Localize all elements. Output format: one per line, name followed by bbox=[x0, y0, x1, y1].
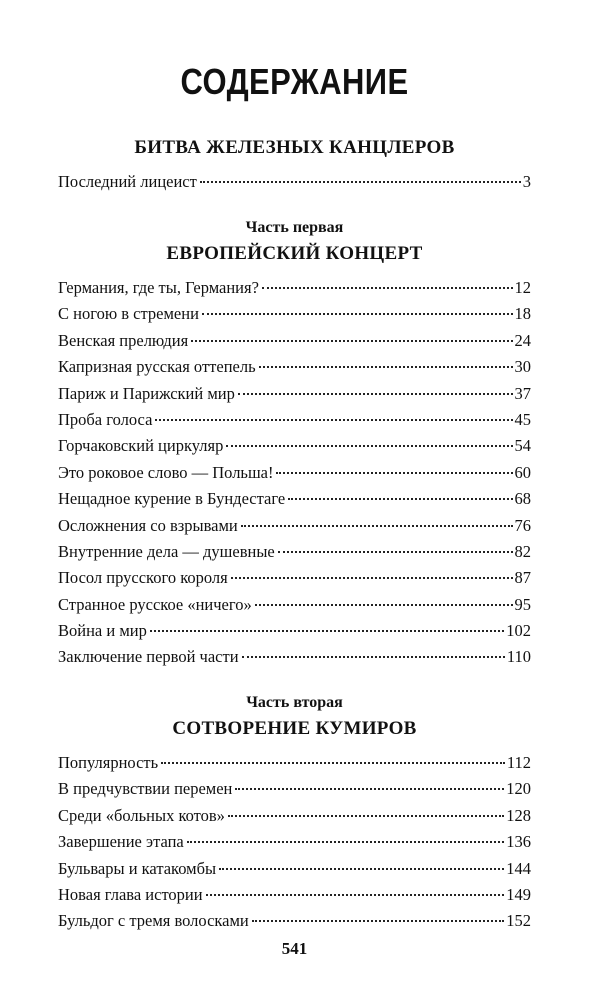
dot-leader bbox=[228, 814, 504, 817]
toc-entry bbox=[58, 354, 531, 380]
toc-entry-page: 54 bbox=[514, 436, 531, 456]
dot-leader bbox=[226, 444, 512, 447]
toc-entry bbox=[58, 328, 531, 354]
toc-entry-title: Среди «больных котов» bbox=[58, 805, 225, 825]
toc-entry bbox=[58, 275, 531, 301]
toc-entry bbox=[58, 513, 531, 539]
toc-entry-title: Германия, где ты, Германия? bbox=[58, 278, 259, 297]
toc-entry bbox=[58, 539, 531, 565]
toc-entry-page: 60 bbox=[514, 462, 531, 482]
toc-entry bbox=[58, 486, 531, 512]
toc-entry-title: Новая глава истории bbox=[58, 884, 203, 904]
dot-leader bbox=[187, 840, 505, 843]
toc-entry-page: 76 bbox=[514, 515, 531, 535]
dot-leader bbox=[155, 418, 512, 421]
toc-entry-title: Заключение первой части bbox=[58, 647, 239, 667]
toc-entry-title: Это роковое слово — Польша! bbox=[58, 462, 274, 482]
toc-entry bbox=[58, 908, 531, 934]
toc-entry-page: 3 bbox=[522, 172, 531, 191]
dot-leader bbox=[202, 312, 513, 315]
toc-entry bbox=[58, 882, 531, 908]
toc-entry-title: Нещадное курение в Бундестаге bbox=[58, 489, 286, 509]
toc-entry-page: 87 bbox=[514, 568, 531, 588]
toc-entry-page: 110 bbox=[506, 647, 531, 667]
toc-entry-title: Венская прелюдия bbox=[58, 330, 189, 350]
toc-entry-page: 30 bbox=[514, 357, 531, 377]
dot-leader bbox=[276, 471, 512, 474]
book-heading: БИТВА ЖЕЛЕЗНЫХ КАНЦЛЕРОВ bbox=[134, 137, 455, 158]
dot-leader bbox=[231, 576, 513, 579]
toc-entry-page: 144 bbox=[506, 858, 531, 878]
toc-entry-page: 128 bbox=[506, 805, 531, 825]
dot-leader bbox=[161, 761, 505, 764]
dot-leader bbox=[262, 286, 513, 289]
toc-entry-title: Париж и Парижский мир bbox=[58, 383, 235, 403]
part1-label: Часть первая bbox=[245, 219, 344, 236]
dot-leader bbox=[238, 392, 513, 395]
toc-entry-title: Завершение этапа bbox=[58, 832, 184, 852]
toc-entry-title: Посол прусского короля bbox=[58, 568, 228, 588]
toc-entry bbox=[58, 856, 531, 882]
toc-entry bbox=[58, 170, 531, 194]
dot-leader bbox=[259, 365, 513, 368]
dot-leader bbox=[150, 629, 504, 632]
part1-heading: ЕВРОПЕЙСКИЙ КОНЦЕРТ bbox=[166, 243, 423, 264]
part2-heading: СОТВОРЕНИЕ КУМИРОВ bbox=[172, 718, 417, 739]
dot-leader bbox=[242, 655, 505, 658]
toc-entry bbox=[58, 644, 531, 670]
toc-entry-page: 82 bbox=[514, 541, 531, 561]
toc-entry-page: 24 bbox=[514, 330, 531, 350]
toc-entry bbox=[58, 776, 531, 802]
toc-entry-page: 136 bbox=[506, 832, 531, 852]
toc-entry-title: Бульвары и катакомбы bbox=[58, 858, 217, 878]
toc-entry-page: 18 bbox=[514, 304, 531, 324]
toc-entry-page: 45 bbox=[514, 409, 531, 429]
toc-entry-title: Проба голоса bbox=[58, 409, 153, 429]
toc-entry-page: 95 bbox=[514, 594, 531, 614]
dot-leader bbox=[278, 550, 513, 553]
toc-entry bbox=[58, 301, 531, 327]
toc-entry-page: 120 bbox=[506, 779, 531, 799]
toc-entry-page: 12 bbox=[514, 278, 531, 297]
toc-entry-title: Внутренние дела — душевные bbox=[58, 541, 275, 561]
dot-leader bbox=[255, 603, 513, 606]
part2-toc bbox=[58, 750, 531, 935]
toc-entry-title: Бульдог с тремя волосками bbox=[58, 911, 249, 931]
dot-leader bbox=[288, 497, 512, 500]
toc-entry-page: 68 bbox=[514, 489, 531, 509]
part1-toc bbox=[58, 275, 531, 671]
dot-leader bbox=[252, 919, 504, 922]
toc-entry-title: Последний лицеист bbox=[58, 172, 197, 191]
toc-entry-page: 112 bbox=[506, 753, 531, 772]
dot-leader bbox=[191, 339, 512, 342]
toc-entry-title: Осложнения со взрывами bbox=[58, 515, 238, 535]
part2-label: Часть вторая bbox=[246, 694, 343, 711]
toc-entry bbox=[58, 407, 531, 433]
dot-leader bbox=[206, 893, 505, 896]
toc-entry bbox=[58, 460, 531, 486]
toc-entry bbox=[58, 592, 531, 618]
dot-leader bbox=[235, 787, 504, 790]
toc-entry bbox=[58, 829, 531, 855]
intro-toc bbox=[58, 170, 531, 194]
toc-entry bbox=[58, 618, 531, 644]
page-number: 541 bbox=[281, 939, 308, 958]
toc-entry bbox=[58, 750, 531, 776]
toc-entry bbox=[58, 433, 531, 459]
toc-entry-page: 149 bbox=[506, 884, 531, 904]
toc-entry-page: 152 bbox=[506, 911, 531, 931]
toc-entry-title: Война и мир bbox=[58, 621, 147, 641]
toc-entry-title: С ногою в стремени bbox=[58, 304, 199, 324]
toc-entry-title: Популярность bbox=[58, 753, 159, 772]
toc-entry bbox=[58, 803, 531, 829]
dot-leader bbox=[200, 180, 521, 183]
dot-leader bbox=[219, 867, 504, 870]
dot-leader bbox=[241, 524, 513, 527]
toc-entry-page: 102 bbox=[506, 621, 531, 641]
toc-entry bbox=[58, 565, 531, 591]
toc-entry-page: 37 bbox=[514, 383, 531, 403]
toc-entry-title: В предчувствии перемен bbox=[58, 779, 233, 799]
contents-title: СОДЕРЖАНИЕ bbox=[180, 61, 409, 102]
toc-entry-title: Горчаковский циркуляр bbox=[58, 436, 224, 456]
toc-entry bbox=[58, 381, 531, 407]
toc-entry-title: Странное русское «ничего» bbox=[58, 594, 252, 614]
toc-entry-title: Капризная русская оттепель bbox=[58, 357, 256, 377]
